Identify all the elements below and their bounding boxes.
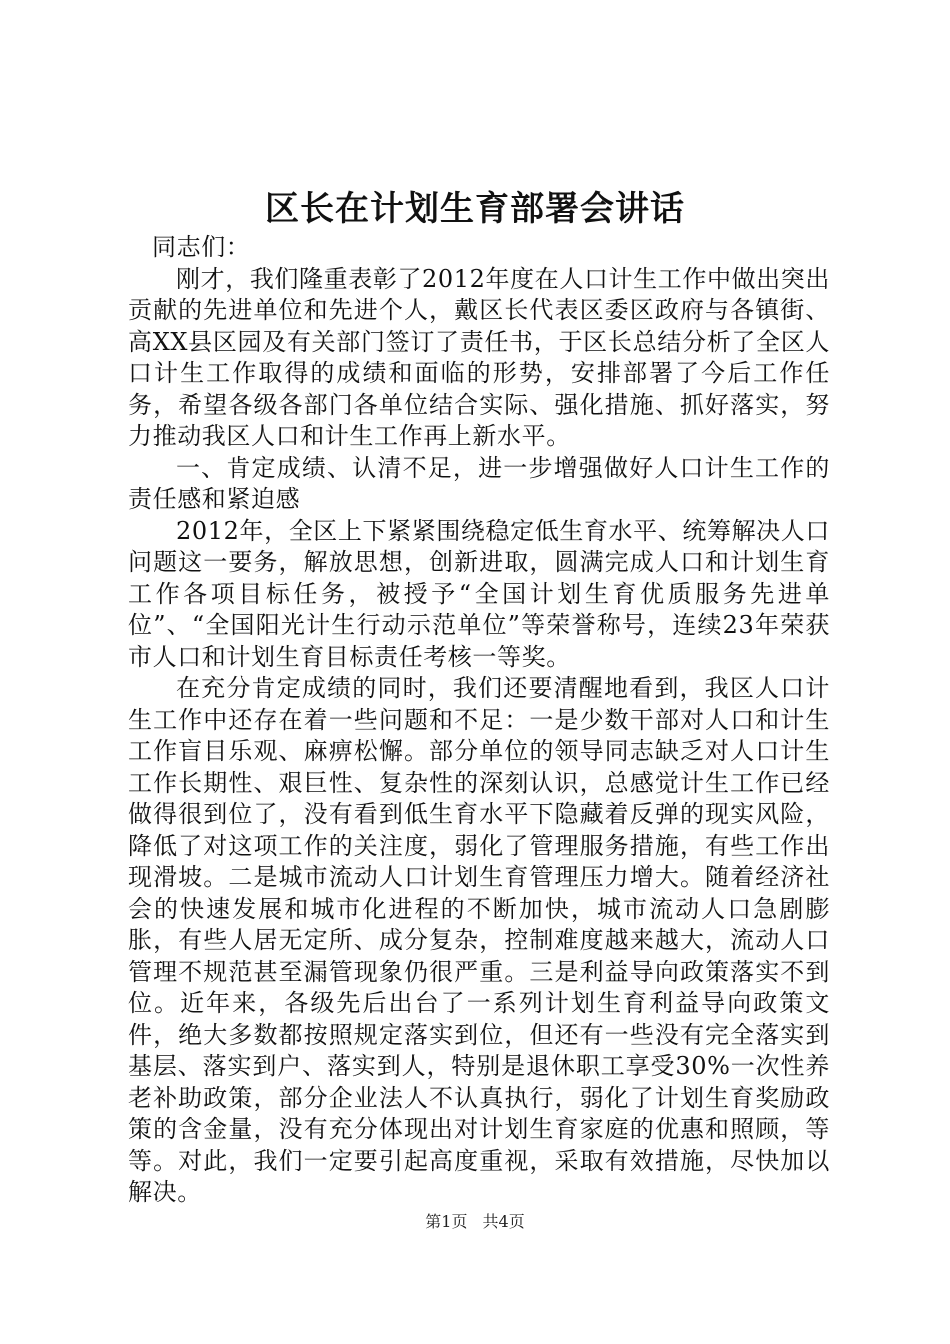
salutation: 同志们： [152,233,251,261]
section-heading-1: 一、肯定成绩、认清不足，进一步增强做好人口计生工作的责任感和紧迫感 [128,453,830,513]
paragraph-intro: 刚才，我们隆重表彰了2012年度在人口计生工作中做出突出贡献的先进单位和先进个人，戴区长代表区委区政府与各镇街、高XX县区园及有关部门签订了责任书，于区长总结分析了全区人口计生工作取得的成绩和面临的形势，安排部署了今后工作任务，希望各级各部门各单位结合实际、强化措施、抓好落实，努力推动我区人口和计生工作再上新水平。 [128,264,830,450]
page-number: 第1页 [425,1212,468,1231]
page-footer [0,1212,950,1232]
paragraph-problems: 在充分肯定成绩的同时，我们还要清醒地看到，我区人口计生工作中还存在着一些问题和不足：一是少数干部对人口和计生工作盲目乐观、麻痹松懈。部分单位的领导同志缺乏对人口计生工作长期性、艰巨性、复杂性的深刻认识，总感觉计生工作已经做得很到位了，没有看到低生育水平下隐藏着反弹的现实风险，降低了对这项工作的关注度，弱化了管理服务措施，有些工作出现滑坡。二是城市流动人口计划生育管理压力增大。随着经济社会的快速发展和城市化进程的不断加快，城市流动人口急剧膨胀，有些人居无定所、成分复杂，控制难度越来越大，流动人口管理不规范甚至漏管现象仍很严重。三是利益导向政策落实不到位。近年来，各级先后出台了一系列计划生育利益导向政策文件，绝大多数都按照规定落实到位，但还有一些没有完全落实到基层、落实到户、落实到人，特别是退休职工享受30%一次性养老补助政策，部分企业法人不认真执行，弱化了计划生育奖励政策的含金量，没有充分体现出对计划生育家庭的优惠和照顾，等等。对此，我们一定要引起高度重视，采取有效措施，尽快加以解决。 [128,674,830,1206]
page-total: 共4页 [482,1212,525,1231]
document-body [128,232,830,1209]
paragraph-achievements: 2012年，全区上下紧紧围绕稳定低生育水平、统筹解决人口问题这一要务，解放思想，创新进取，圆满完成人口和计划生育工作各项目标任务，被授予“全国计划生育优质服务先进单位”、“全国阳光计生行动示范单位”等荣誉称号，连续23年荣获市人口和计划生育目标责任考核一等奖。 [128,516,830,671]
document-title: 区长在计划生育部署会讲话 [265,189,685,229]
